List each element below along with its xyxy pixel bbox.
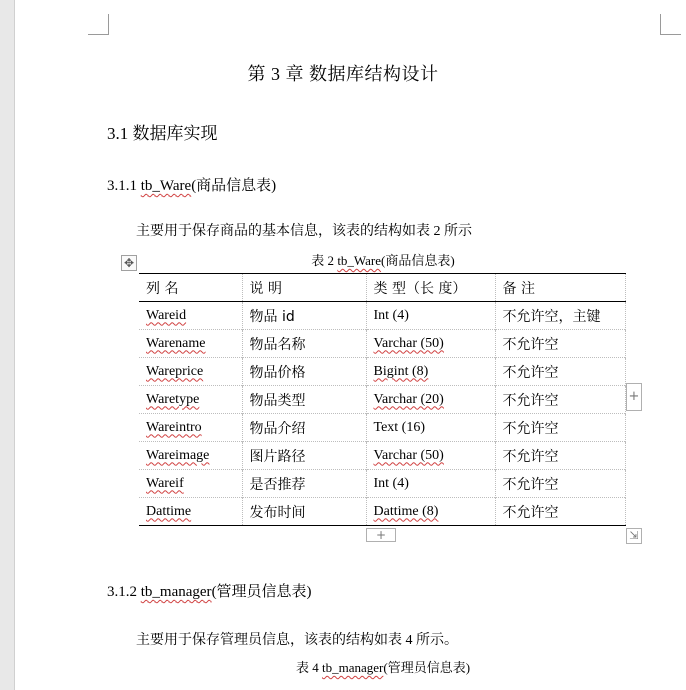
header-type-length[interactable]: 类 型（长 度） [366,274,495,302]
table-resize-handle[interactable]: ⇲ [626,528,642,544]
header-remarks[interactable]: 备 注 [495,274,625,302]
cell-type[interactable]: Varchar (50) [366,330,495,358]
cell-type[interactable]: Varchar (20) [366,386,495,414]
cell-column-name[interactable]: Wareimage [139,442,242,470]
cell-description[interactable]: 物品价格 [242,358,366,386]
caption-prefix: 表 2 [311,253,338,268]
table-row [139,414,625,442]
crop-mark-top-right [660,14,681,35]
cell-description[interactable]: 图片路径 [242,442,366,470]
cell-type[interactable]: Varchar (50) [366,442,495,470]
cell-remarks[interactable]: 不允许空 [495,330,625,358]
cell-column-name[interactable]: Wareid [139,302,242,330]
header-column-name[interactable]: 列 名 [139,274,242,302]
cell-column-name[interactable]: Wareintro [139,414,242,442]
subsection-heading-ware [107,174,276,195]
cell-type[interactable]: Text (16) [366,414,495,442]
cell-remarks[interactable]: 不允许空 [495,442,625,470]
cell-type[interactable]: Int (4) [366,470,495,498]
caption-prefix: 表 4 [295,660,322,675]
intro-paragraph-manager: 主要用于保存管理员信息，该表的结构如表 4 所示。 [136,633,458,648]
subsection-number: 3.1.2 [107,584,141,600]
add-row-button[interactable]: + [366,528,396,542]
subsection-number: 3.1.1 [107,178,141,194]
header-description[interactable]: 说 明 [242,274,366,302]
table-row [139,330,625,358]
page-gutter [0,0,15,690]
table-move-handle[interactable]: ✥ [121,255,137,271]
cell-column-name[interactable]: Wareif [139,470,242,498]
cell-column-name[interactable]: Dattime [139,498,242,526]
cell-type[interactable]: Bigint (8) [366,358,495,386]
subsection-heading-manager [107,580,312,601]
cell-remarks[interactable]: 不允许空 [495,358,625,386]
intro-paragraph-ware: 主要用于保存商品的基本信息，该表的结构如表 2 所示 [136,224,472,239]
cell-column-name[interactable]: Warename [139,330,242,358]
cell-description[interactable]: 物品类型 [242,386,366,414]
caption-table-name: tb_manager [321,660,384,675]
caption-suffix: (管理员信息表) [383,660,471,675]
cell-remarks[interactable]: 不允许空 [495,470,625,498]
caption-table-name: tb_Ware [337,253,382,268]
table-caption-manager [0,657,686,676]
table-row [139,386,625,414]
table-name-suffix: (商品信息表) [191,178,277,194]
table-name-suffix: (管理员信息表) [211,584,312,600]
table-row [139,358,625,386]
caption-suffix: (商品信息表) [381,253,455,268]
table-row [139,470,625,498]
cell-type[interactable]: Int (4) [366,302,495,330]
add-column-button[interactable]: + [626,383,642,411]
table-header-row [139,274,625,302]
table-name: tb_Ware [140,178,192,194]
cell-remarks[interactable]: 不允许空 [495,414,625,442]
cell-column-name[interactable]: Waretype [139,386,242,414]
cell-description[interactable]: 物品介绍 [242,414,366,442]
cell-remarks[interactable]: 不允许空 [495,498,625,526]
table-caption-ware [0,250,686,269]
cell-description[interactable]: 物品 id [242,302,366,330]
crop-mark-top-left [88,14,109,35]
cell-remarks[interactable]: 不允许空，主键 [495,302,625,330]
table-row [139,442,625,470]
chapter-title: 第 3 章 数据库结构设计 [247,64,439,84]
ware-structure-table[interactable] [139,273,626,526]
table-row [139,302,625,330]
section-heading: 3.1 数据库实现 [107,124,218,143]
cell-type[interactable]: Dattime (8) [366,498,495,526]
cell-column-name[interactable]: Wareprice [139,358,242,386]
table-name: tb_manager [140,584,212,600]
cell-remarks[interactable]: 不允许空 [495,386,625,414]
cell-description[interactable]: 发布时间 [242,498,366,526]
cell-description[interactable]: 物品名称 [242,330,366,358]
table-row [139,498,625,526]
cell-description[interactable]: 是否推荐 [242,470,366,498]
